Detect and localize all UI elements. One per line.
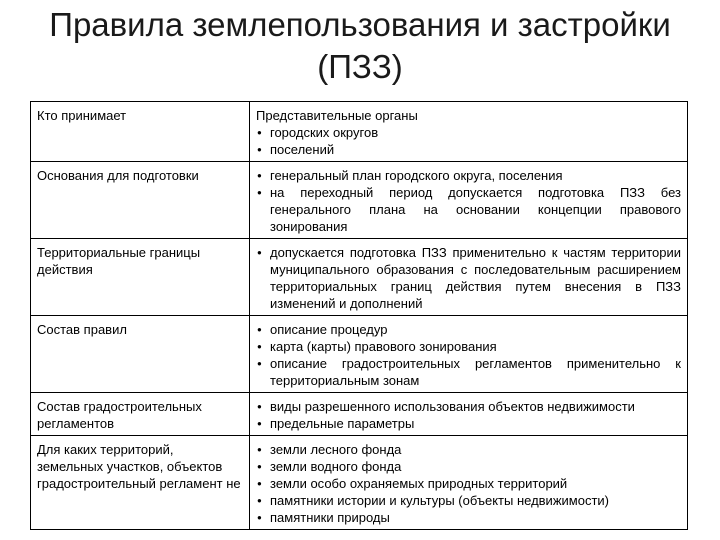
bullet-list bbox=[256, 167, 681, 235]
row-label: Состав градостроительных регламентов bbox=[31, 393, 250, 436]
bullet-list bbox=[256, 398, 681, 432]
table-row bbox=[31, 102, 688, 162]
bullet-list bbox=[256, 244, 681, 312]
table-row bbox=[31, 316, 688, 393]
row-label: Кто принимает bbox=[31, 102, 250, 162]
bullet-list bbox=[256, 321, 681, 389]
list-item: ● земли лесного фонда bbox=[256, 441, 681, 458]
list-item: ● земли водного фонда bbox=[256, 458, 681, 475]
row-intro: Представительные органы bbox=[256, 108, 418, 123]
list-item: ● городских округов bbox=[256, 124, 681, 141]
row-content bbox=[250, 162, 688, 239]
list-item: ● генеральный план городского округа, поселения bbox=[256, 167, 681, 184]
row-content bbox=[250, 102, 688, 162]
list-item: ● описание процедур bbox=[256, 321, 681, 338]
rules-table bbox=[30, 101, 688, 530]
list-item: ● предельные параметры bbox=[256, 415, 681, 432]
list-item: ● допускается подготовка ПЗЗ применительно к частям территории муниципального образования с последовательным расширением территориальных границ действия путем внесения в ПЗЗ изменений и дополнений bbox=[256, 244, 681, 312]
row-content bbox=[250, 316, 688, 393]
row-label: Территориальные границы действия bbox=[31, 239, 250, 316]
row-label: Основания для подготовки bbox=[31, 162, 250, 239]
table-row bbox=[31, 162, 688, 239]
list-item: ● памятники природы bbox=[256, 509, 681, 526]
row-content bbox=[250, 436, 688, 530]
list-item: ● поселений bbox=[256, 141, 681, 158]
row-content bbox=[250, 239, 688, 316]
page-title bbox=[0, 4, 720, 88]
bullet-list bbox=[256, 441, 681, 526]
list-item: ● виды разрешенного использования объектов недвижимости bbox=[256, 398, 681, 415]
list-item: ● земли особо охраняемых природных территорий bbox=[256, 475, 681, 492]
table-row bbox=[31, 436, 688, 530]
title-line-2: (ПЗЗ) bbox=[317, 48, 403, 85]
list-item: ● памятники истории и культуры (объекты недвижимости) bbox=[256, 492, 681, 509]
title-line-1: Правила землепользования и застройки bbox=[49, 6, 671, 43]
table-row bbox=[31, 393, 688, 436]
table-row bbox=[31, 239, 688, 316]
list-item: ● описание градостроительных регламентов применительно к территориальным зонам bbox=[256, 355, 681, 389]
bullet-list bbox=[256, 124, 681, 158]
row-label: Для каких территорий, земельных участков, объектов градостроительный регламент не bbox=[31, 436, 250, 530]
row-content bbox=[250, 393, 688, 436]
list-item: ● карта (карты) правового зонирования bbox=[256, 338, 681, 355]
list-item: ● на переходный период допускается подготовка ПЗЗ без генерального плана на основании концепции правового зонирования bbox=[256, 184, 681, 235]
row-label: Состав правил bbox=[31, 316, 250, 393]
